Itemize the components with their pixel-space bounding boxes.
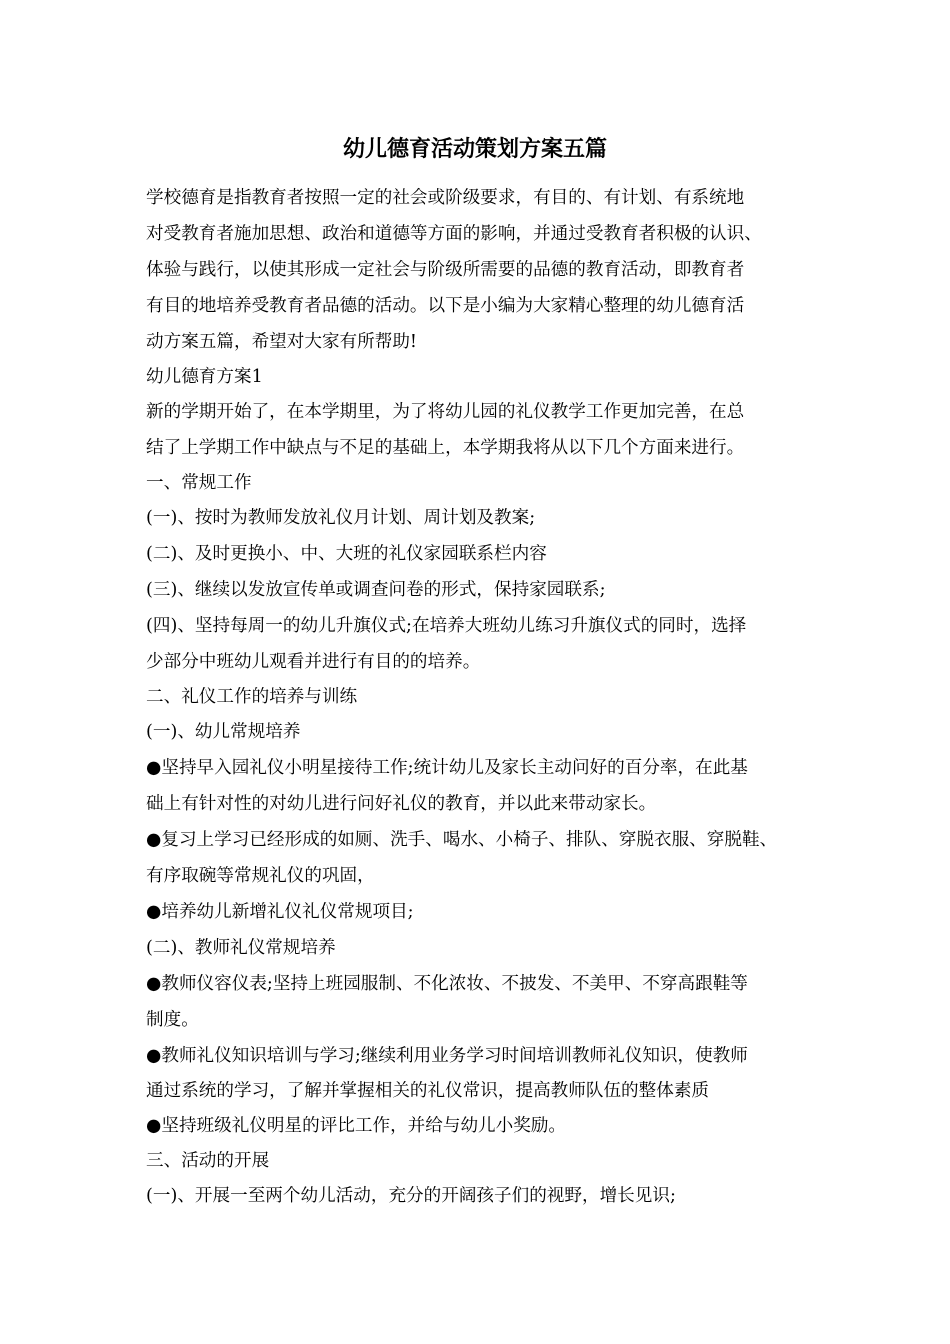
- bullet-item: ●坚持班级礼仪明星的评比工作，并给与幼儿小奖励。: [146, 1116, 567, 1136]
- body-line: 制度。: [146, 1010, 199, 1030]
- body-line: 新的学期开始了，在本学期里，为了将幼儿园的礼仪教学工作更加完善，在总: [146, 402, 745, 422]
- body-line: 有目的地培养受教育者品德的活动。以下是小编为大家精心整理的幼儿德育活: [146, 296, 745, 316]
- bullet-item: ●教师礼仪知识培训与学习;继续利用业务学习时间培训教师礼仪知识，使教师: [146, 1046, 748, 1066]
- section-heading: 一、常规工作: [146, 473, 252, 493]
- body-line: 对受教育者施加思想、政治和道德等方面的影响，并通过受教育者积极的认识、: [146, 224, 762, 244]
- list-item: (三)、继续以发放宣传单或调查问卷的形式，保持家园联系;: [146, 580, 606, 600]
- document-title: 幼儿德育活动策划方案五篇: [342, 136, 607, 162]
- body-line: 结了上学期工作中缺点与不足的基础上，本学期我将从以下几个方面来进行。: [146, 438, 745, 458]
- section-heading: 幼儿德育方案1: [146, 367, 263, 387]
- body-line: 通过系统的学习，了解并掌握相关的礼仪常识，提高教师队伍的整体素质: [146, 1081, 710, 1101]
- bullet-item: ●培养幼儿新增礼仪礼仪常规项目;: [146, 902, 414, 922]
- bullet-item: ●复习上学习已经形成的如厕、洗手、喝水、小椅子、排队、穿脱衣服、穿脱鞋、: [146, 830, 778, 850]
- section-heading: 二、礼仪工作的培养与训练: [146, 687, 358, 707]
- subsection-heading: (二)、教师礼仪常规培养: [146, 938, 336, 958]
- body-line: 动方案五篇，希望对大家有所帮助!: [146, 332, 417, 352]
- list-item: (四)、坚持每周一的幼儿升旗仪式;在培养大班幼儿练习升旗仪式的同时，选择: [146, 616, 747, 636]
- body-line: 有序取碗等常规礼仪的巩固，: [146, 866, 375, 886]
- body-line: 学校德育是指教育者按照一定的社会或阶级要求，有目的、有计划、有系统地: [146, 188, 745, 208]
- bullet-item: ●教师仪容仪表;坚持上班园服制、不化浓妆、不披发、不美甲、不穿高跟鞋等: [146, 974, 748, 994]
- subsection-heading: (一)、幼儿常规培养: [146, 722, 301, 742]
- list-item: (一)、开展一至两个幼儿活动，充分的开阔孩子们的视野，增长见识;: [146, 1186, 676, 1206]
- list-item: (一)、按时为教师发放礼仪月计划、周计划及教案;: [146, 508, 536, 528]
- body-line: 础上有针对性的对幼儿进行问好礼仪的教育，并以此来带动家长。: [146, 794, 657, 814]
- body-line: 体验与践行，以使其形成一定社会与阶级所需要的品德的教育活动，即教育者: [146, 260, 745, 280]
- list-item: (二)、及时更换小、中、大班的礼仪家园联系栏内容: [146, 544, 547, 564]
- bullet-item: ●坚持早入园礼仪小明星接待工作;统计幼儿及家长主动问好的百分率，在此基: [146, 758, 748, 778]
- body-line: 少部分中班幼儿观看并进行有目的的培养。: [146, 652, 481, 672]
- section-heading: 三、活动的开展: [146, 1151, 270, 1171]
- document-body: [146, 180, 826, 1214]
